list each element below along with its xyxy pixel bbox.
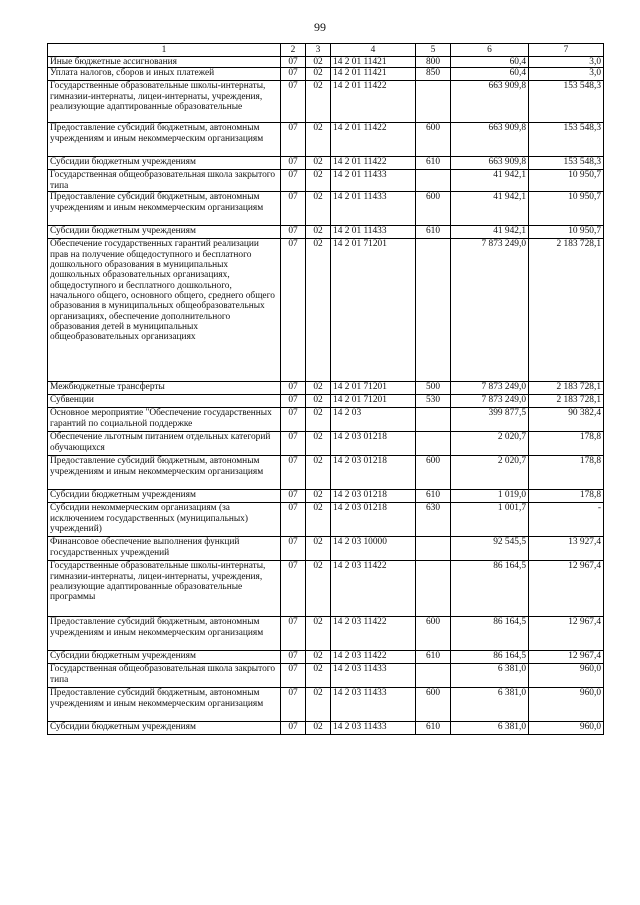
row-amount-2: 178,8 bbox=[529, 456, 604, 490]
table-row bbox=[48, 170, 604, 192]
row-amount-1: 6 381,0 bbox=[451, 722, 529, 735]
budget-table bbox=[47, 43, 604, 735]
row-section: 07 bbox=[281, 537, 306, 561]
table-row bbox=[48, 68, 604, 81]
row-subsection: 02 bbox=[306, 170, 331, 192]
row-name: Государственные образовательные школы-интернаты, гимназии-интернаты, лицеи-интернаты, учреждения, реализующие адаптированные образовательные bbox=[48, 81, 281, 123]
row-expense-type bbox=[416, 537, 451, 561]
table-row bbox=[48, 664, 604, 688]
row-amount-1: 41 942,1 bbox=[451, 170, 529, 192]
header-cell-2: 2 bbox=[281, 44, 306, 57]
row-target-code: 14 2 01 11433 bbox=[331, 226, 416, 239]
row-subsection: 02 bbox=[306, 664, 331, 688]
row-name: Субсидии бюджетным учреждениям bbox=[48, 490, 281, 503]
row-expense-type: 600 bbox=[416, 688, 451, 722]
row-section: 07 bbox=[281, 722, 306, 735]
row-amount-1: 41 942,1 bbox=[451, 226, 529, 239]
row-expense-type bbox=[416, 170, 451, 192]
row-name: Субсидии бюджетным учреждениям bbox=[48, 226, 281, 239]
row-expense-type bbox=[416, 81, 451, 123]
row-target-code: 14 2 01 71201 bbox=[331, 382, 416, 395]
row-amount-2: 2 183 728,1 bbox=[529, 395, 604, 408]
row-expense-type: 500 bbox=[416, 382, 451, 395]
row-target-code: 14 2 03 01218 bbox=[331, 456, 416, 490]
row-section: 07 bbox=[281, 688, 306, 722]
page-number: 99 bbox=[314, 20, 326, 34]
row-amount-2: 2 183 728,1 bbox=[529, 239, 604, 382]
row-expense-type: 610 bbox=[416, 490, 451, 503]
row-target-code: 14 2 03 10000 bbox=[331, 537, 416, 561]
table-row bbox=[48, 537, 604, 561]
row-target-code: 14 2 03 11433 bbox=[331, 722, 416, 735]
row-name: Предоставление субсидий бюджетным, автономным учреждениям и иным некоммерческим организациям bbox=[48, 192, 281, 226]
row-subsection: 02 bbox=[306, 432, 331, 456]
header-row bbox=[48, 44, 604, 57]
row-amount-2: 3,0 bbox=[529, 68, 604, 81]
row-amount-2: 178,8 bbox=[529, 432, 604, 456]
row-expense-type: 610 bbox=[416, 651, 451, 664]
header-cell-6: 6 bbox=[451, 44, 529, 57]
header-cell-1: 1 bbox=[48, 44, 281, 57]
row-target-code: 14 2 01 71201 bbox=[331, 395, 416, 408]
table-row bbox=[48, 57, 604, 68]
header-cell-5: 5 bbox=[416, 44, 451, 57]
row-subsection: 02 bbox=[306, 157, 331, 170]
row-section: 07 bbox=[281, 617, 306, 651]
row-expense-type: 850 bbox=[416, 68, 451, 81]
row-subsection: 02 bbox=[306, 537, 331, 561]
table-row bbox=[48, 382, 604, 395]
row-target-code: 14 2 03 01218 bbox=[331, 490, 416, 503]
row-subsection: 02 bbox=[306, 490, 331, 503]
row-amount-1: 7 873 249,0 bbox=[451, 395, 529, 408]
row-subsection: 02 bbox=[306, 503, 331, 537]
row-amount-1: 86 164,5 bbox=[451, 617, 529, 651]
row-section: 07 bbox=[281, 226, 306, 239]
row-subsection: 02 bbox=[306, 456, 331, 490]
table-row bbox=[48, 688, 604, 722]
row-expense-type: 610 bbox=[416, 722, 451, 735]
row-target-code: 14 2 01 11422 bbox=[331, 157, 416, 170]
row-amount-1: 86 164,5 bbox=[451, 561, 529, 617]
row-amount-2: 960,0 bbox=[529, 722, 604, 735]
row-target-code: 14 2 03 01218 bbox=[331, 503, 416, 537]
row-subsection: 02 bbox=[306, 192, 331, 226]
row-section: 07 bbox=[281, 123, 306, 157]
row-amount-1: 2 020,7 bbox=[451, 456, 529, 490]
row-amount-2: 960,0 bbox=[529, 664, 604, 688]
row-target-code: 14 2 01 71201 bbox=[331, 239, 416, 382]
table-row bbox=[48, 395, 604, 408]
row-target-code: 14 2 01 11421 bbox=[331, 68, 416, 81]
row-name: Субсидии бюджетным учреждениям bbox=[48, 651, 281, 664]
row-amount-2: 12 967,4 bbox=[529, 561, 604, 617]
row-section: 07 bbox=[281, 651, 306, 664]
row-amount-2: 12 967,4 bbox=[529, 617, 604, 651]
row-subsection: 02 bbox=[306, 722, 331, 735]
row-amount-2: 13 927,4 bbox=[529, 537, 604, 561]
row-name: Обеспечение льготным питанием отдельных категорий обучающихся bbox=[48, 432, 281, 456]
row-amount-2: 10 950,7 bbox=[529, 226, 604, 239]
table-row bbox=[48, 239, 604, 382]
row-target-code: 14 2 03 11422 bbox=[331, 651, 416, 664]
row-name: Предоставление субсидий бюджетным, автономным учреждениям и иным некоммерческим организациям bbox=[48, 688, 281, 722]
row-expense-type: 800 bbox=[416, 57, 451, 68]
row-name: Обеспечение государственных гарантий реализации прав на получение общедоступного и бесплатного дошкольного образования в муниципальных дошкольных образовательных организациях, общедоступного и бесплатного дошкольного, начального общего, основного общего, среднего общего образования в муниципальных общеобразовательных организациях, обеспечение дополнительного образования детей в муниципальных общеобразовательных организациях bbox=[48, 239, 281, 382]
row-section: 07 bbox=[281, 239, 306, 382]
row-subsection: 02 bbox=[306, 226, 331, 239]
row-target-code: 14 2 03 11422 bbox=[331, 561, 416, 617]
row-subsection: 02 bbox=[306, 408, 331, 432]
row-amount-2: 3,0 bbox=[529, 57, 604, 68]
row-section: 07 bbox=[281, 664, 306, 688]
row-amount-1: 1 019,0 bbox=[451, 490, 529, 503]
row-subsection: 02 bbox=[306, 123, 331, 157]
row-section: 07 bbox=[281, 68, 306, 81]
row-subsection: 02 bbox=[306, 239, 331, 382]
row-amount-1: 6 381,0 bbox=[451, 664, 529, 688]
row-amount-2: 178,8 bbox=[529, 490, 604, 503]
row-target-code: 14 2 03 bbox=[331, 408, 416, 432]
row-target-code: 14 2 01 11422 bbox=[331, 123, 416, 157]
row-name: Государственные образовательные школы-интернаты, гимназии-интернаты, лицеи-интернаты, учреждения, реализующие адаптированные образовательные программы bbox=[48, 561, 281, 617]
row-amount-1: 663 909,8 bbox=[451, 81, 529, 123]
row-subsection: 02 bbox=[306, 651, 331, 664]
row-subsection: 02 bbox=[306, 81, 331, 123]
table-row bbox=[48, 408, 604, 432]
row-amount-1: 2 020,7 bbox=[451, 432, 529, 456]
row-expense-type: 600 bbox=[416, 192, 451, 226]
row-amount-1: 1 001,7 bbox=[451, 503, 529, 537]
row-target-code: 14 2 03 11433 bbox=[331, 688, 416, 722]
row-amount-1: 399 877,5 bbox=[451, 408, 529, 432]
table-row bbox=[48, 157, 604, 170]
row-expense-type: 600 bbox=[416, 456, 451, 490]
row-expense-type: 600 bbox=[416, 123, 451, 157]
row-section: 07 bbox=[281, 395, 306, 408]
row-section: 07 bbox=[281, 456, 306, 490]
table-row bbox=[48, 490, 604, 503]
table-row bbox=[48, 722, 604, 735]
table-row bbox=[48, 123, 604, 157]
row-section: 07 bbox=[281, 170, 306, 192]
row-name: Уплата налогов, сборов и иных платежей bbox=[48, 68, 281, 81]
row-expense-type bbox=[416, 664, 451, 688]
row-name: Субсидии бюджетным учреждениям bbox=[48, 157, 281, 170]
row-name: Государственная общеобразовательная школа закрытого типа bbox=[48, 170, 281, 192]
row-section: 07 bbox=[281, 490, 306, 503]
row-subsection: 02 bbox=[306, 561, 331, 617]
row-amount-1: 86 164,5 bbox=[451, 651, 529, 664]
row-subsection: 02 bbox=[306, 688, 331, 722]
row-name: Предоставление субсидий бюджетным, автономным учреждениям и иным некоммерческим организациям bbox=[48, 123, 281, 157]
row-target-code: 14 2 01 11422 bbox=[331, 81, 416, 123]
row-amount-1: 7 873 249,0 bbox=[451, 382, 529, 395]
row-name: Субвенции bbox=[48, 395, 281, 408]
row-amount-2: 153 548,3 bbox=[529, 157, 604, 170]
row-subsection: 02 bbox=[306, 395, 331, 408]
table-row bbox=[48, 81, 604, 123]
row-expense-type: 610 bbox=[416, 226, 451, 239]
row-target-code: 14 2 01 11433 bbox=[331, 170, 416, 192]
row-amount-1: 663 909,8 bbox=[451, 123, 529, 157]
row-amount-1: 7 873 249,0 bbox=[451, 239, 529, 382]
row-section: 07 bbox=[281, 561, 306, 617]
table-row bbox=[48, 192, 604, 226]
row-amount-2: 12 967,4 bbox=[529, 651, 604, 664]
row-name: Иные бюджетные ассигнования bbox=[48, 57, 281, 68]
row-amount-1: 6 381,0 bbox=[451, 688, 529, 722]
row-section: 07 bbox=[281, 57, 306, 68]
row-expense-type bbox=[416, 408, 451, 432]
row-name: Субсидии некоммерческим организациям (за исключением государственных (муниципальных) учреждений) bbox=[48, 503, 281, 537]
row-section: 07 bbox=[281, 81, 306, 123]
row-target-code: 14 2 01 11421 bbox=[331, 57, 416, 68]
row-name: Межбюджетные трансферты bbox=[48, 382, 281, 395]
row-target-code: 14 2 03 11422 bbox=[331, 617, 416, 651]
row-amount-2: 90 382,4 bbox=[529, 408, 604, 432]
row-expense-type: 610 bbox=[416, 157, 451, 170]
row-amount-2: 153 548,3 bbox=[529, 81, 604, 123]
row-section: 07 bbox=[281, 503, 306, 537]
row-name: Основное мероприятие "Обеспечение государственных гарантий по социальной поддержке bbox=[48, 408, 281, 432]
row-expense-type: 530 bbox=[416, 395, 451, 408]
row-amount-1: 60,4 bbox=[451, 68, 529, 81]
row-expense-type: 600 bbox=[416, 617, 451, 651]
row-name: Финансовое обеспечение выполнения функций государственных учреждений bbox=[48, 537, 281, 561]
table-row bbox=[48, 561, 604, 617]
table-row bbox=[48, 617, 604, 651]
row-expense-type bbox=[416, 432, 451, 456]
header-cell-7: 7 bbox=[529, 44, 604, 57]
table-row bbox=[48, 432, 604, 456]
row-amount-2: 153 548,3 bbox=[529, 123, 604, 157]
row-expense-type bbox=[416, 561, 451, 617]
table-row bbox=[48, 503, 604, 537]
row-amount-2: 10 950,7 bbox=[529, 170, 604, 192]
row-subsection: 02 bbox=[306, 57, 331, 68]
row-amount-1: 41 942,1 bbox=[451, 192, 529, 226]
row-section: 07 bbox=[281, 408, 306, 432]
row-amount-1: 60,4 bbox=[451, 57, 529, 68]
row-amount-2: 10 950,7 bbox=[529, 192, 604, 226]
row-subsection: 02 bbox=[306, 382, 331, 395]
header-cell-3: 3 bbox=[306, 44, 331, 57]
row-name: Предоставление субсидий бюджетным, автономным учреждениям и иным некоммерческим организациям bbox=[48, 617, 281, 651]
row-amount-2: - bbox=[529, 503, 604, 537]
table-row bbox=[48, 651, 604, 664]
table-row bbox=[48, 456, 604, 490]
row-subsection: 02 bbox=[306, 68, 331, 81]
row-section: 07 bbox=[281, 157, 306, 170]
row-target-code: 14 2 01 11433 bbox=[331, 192, 416, 226]
row-name: Субсидии бюджетным учреждениям bbox=[48, 722, 281, 735]
row-expense-type: 630 bbox=[416, 503, 451, 537]
row-subsection: 02 bbox=[306, 617, 331, 651]
row-section: 07 bbox=[281, 382, 306, 395]
row-target-code: 14 2 03 11433 bbox=[331, 664, 416, 688]
row-amount-1: 663 909,8 bbox=[451, 157, 529, 170]
row-section: 07 bbox=[281, 192, 306, 226]
row-amount-2: 2 183 728,1 bbox=[529, 382, 604, 395]
row-section: 07 bbox=[281, 432, 306, 456]
header-cell-4: 4 bbox=[331, 44, 416, 57]
row-amount-1: 92 545,5 bbox=[451, 537, 529, 561]
row-expense-type bbox=[416, 239, 451, 382]
row-name: Предоставление субсидий бюджетным, автономным учреждениям и иным некоммерческим организациям bbox=[48, 456, 281, 490]
row-target-code: 14 2 03 01218 bbox=[331, 432, 416, 456]
row-amount-2: 960,0 bbox=[529, 688, 604, 722]
row-name: Государственная общеобразовательная школа закрытого типа bbox=[48, 664, 281, 688]
table-row bbox=[48, 226, 604, 239]
